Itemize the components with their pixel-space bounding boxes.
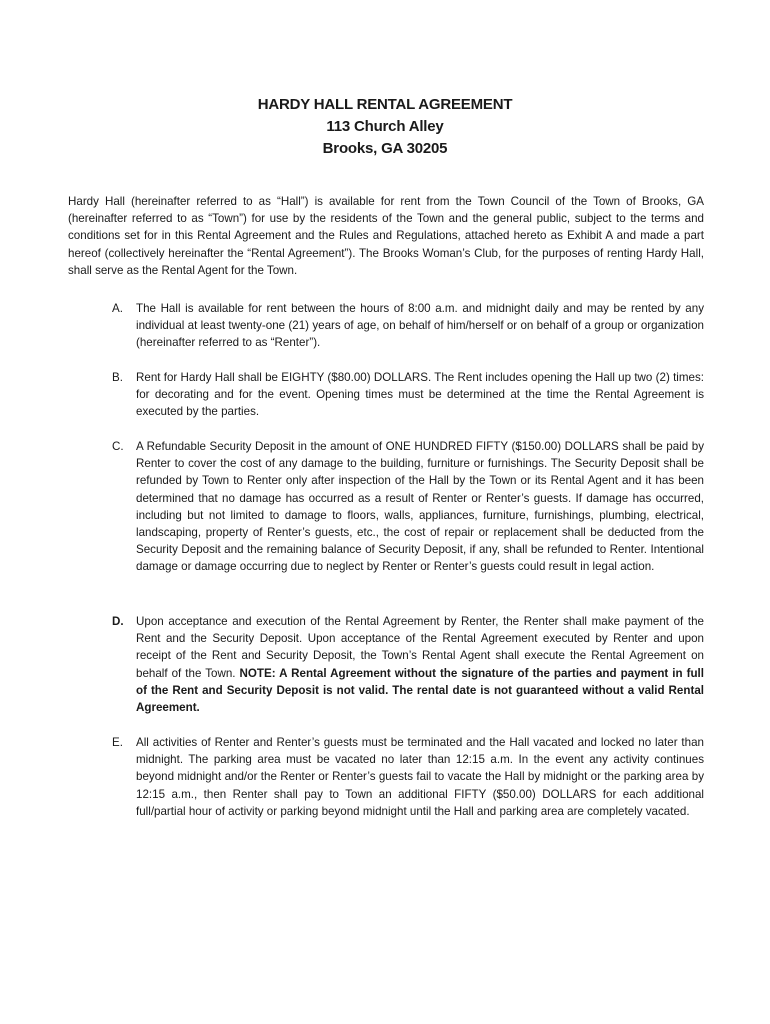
address-line-1: 113 Church Alley (326, 118, 444, 135)
term-item-d (112, 613, 704, 716)
term-item-b (112, 369, 704, 421)
term-letter: D. (112, 615, 124, 628)
address-line-2: Brooks, GA 30205 (322, 140, 448, 157)
term-text: All activities of Renter and Renter’s guests must be terminated and the Hall vacated and locked no later than midnight. The parking area must be vacated no later than 12:15 a.m. In the event any activity continues beyond midnight and/or the Renter or Renter’s guests fail to vacate the Hall by midnight or the parking area by 12:15 a.m., then Renter shall pay to Town an additional FIFTY ($50.00) DOLLARS for each additional full/partial hour of activity or parking beyond midnight until the Hall and parking area are completely vacated. (136, 736, 704, 818)
term-text: Upon acceptance and execution of the Rental Agreement by Renter, the Renter shall make payment of the Rent and the Security Deposit. Upon acceptance of the Rental Agreement executed by Renter and upon receipt of the Rent and Security Deposit, the Town’s Rental Agent shall execute the Rental Agreement on behalf of the Town. (136, 615, 704, 680)
document-header (0, 94, 770, 160)
term-text-container (136, 613, 704, 716)
term-item-c (112, 438, 704, 576)
document-title: HARDY HALL RENTAL AGREEMENT (257, 96, 513, 113)
intro-paragraph: Hardy Hall (hereinafter referred to as “Hall”) is available for rent from the Town Council of the Town of Brooks, GA (hereinafter referred to as “Town”) for use by the residents of the Town and the general public, subject to the terms and conditions set for in this Rental Agreement and the Rules and Regulations, attached hereto as Exhibit A and made a part hereof (collectively hereinafter the “Rental Agreement”). The Brooks Woman’s Club, for the purposes of renting Hardy Hall, shall serve as the Rental Agent for the Town. (68, 195, 704, 277)
term-item-a (112, 300, 704, 352)
term-text: Rent for Hardy Hall shall be EIGHTY ($80.00) DOLLARS. The Rent includes opening the Hall up two (2) times: for decorating and for the event. Opening times must be determined at the time the Rental Agreement is executed by the parties. (136, 371, 704, 419)
term-text: A Refundable Security Deposit in the amount of ONE HUNDRED FIFTY ($150.00) DOLLARS shall be paid by Renter to cover the cost of any damage to the building, furniture or furnishings. The Security Deposit shall be refunded by Town to Renter only after inspection of the Hall by the Town or its Rental Agent and it has been determined that no damage has occurred as a result of Renter or Renter’s guests. If damage has occurred, including but not limited to damage to floors, walls, appliances, furniture, furnishings, plumbing, electrical, landscaping, property of Renter’s guests, etc., the cost of repair or replacement shall be deducted from the Security Deposit and the remaining balance of Security Deposit, if any, shall be refunded to Renter. Intentional damage or damage occurring due to neglect by Renter or Renter’s guests could result in legal action. (136, 440, 704, 574)
term-letter: A. (112, 302, 123, 315)
term-letter: B. (112, 371, 123, 384)
term-note: NOTE: A Rental Agreement without the signature of the parties and payment in full of the Rent and Security Deposit is not valid. The rental date is not guaranteed without a valid Rental Agreement. (136, 666, 704, 715)
term-letter: C. (112, 440, 124, 453)
term-text: The Hall is available for rent between the hours of 8:00 a.m. and midnight daily and may be rented by any individual at least twenty-one (21) years of age, on behalf of him/herself or on behalf of a group or organization (hereinafter referred to as “Renter”). (136, 302, 704, 350)
term-letter: E. (112, 736, 123, 749)
term-item-e (112, 734, 704, 820)
